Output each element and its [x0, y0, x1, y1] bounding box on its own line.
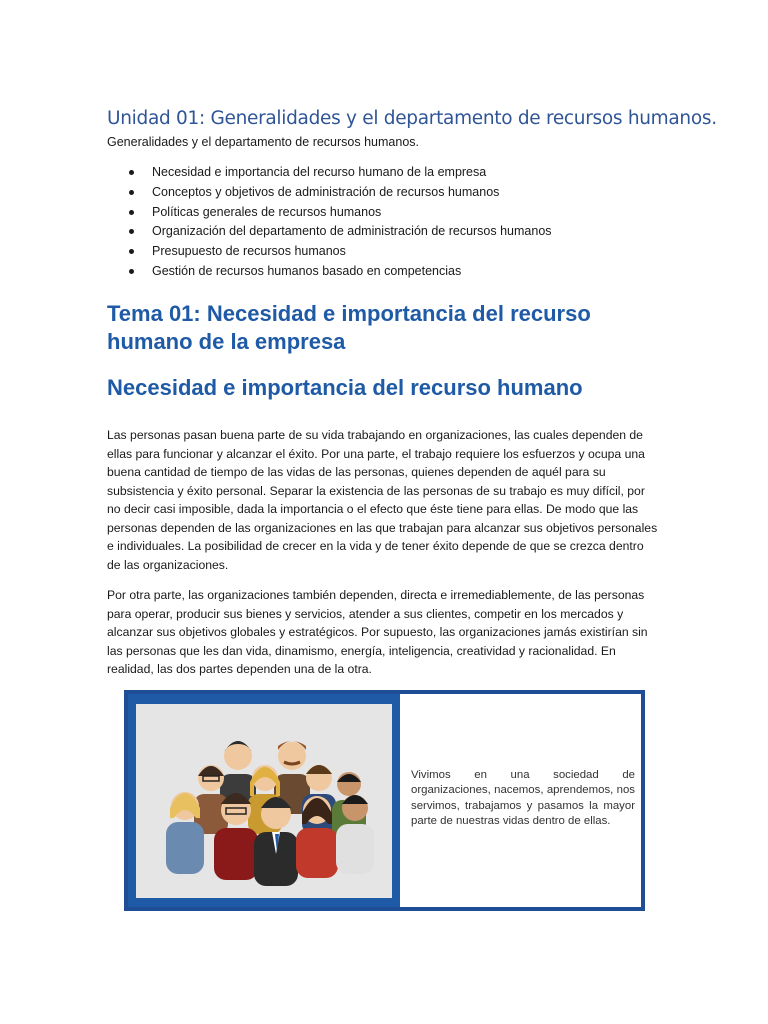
list-item: Gestión de recursos humanos basado en competencias [107, 262, 552, 282]
paragraph-2: Por otra parte, las organizaciones también dependen, directa e irremediablemente, de las personas para operar, producir sus bienes y servicios, atender a sus clientes, competir en los mercados y alcanzar sus objetivos globales y estratégicos. Por supuesto, las organizaciones jamás existirían sin las personas que les dan vida, dinamismo, energía, inteligencia, creatividad y racionalidad. En realidad, las dos partes dependen una de la otra. [107, 588, 648, 676]
unit-subtitle: Generalidades y el departamento de recursos humanos. [107, 135, 419, 149]
unit-title: Unidad 01: Generalidades y el departamento de recursos humanos. [107, 108, 717, 129]
figure-box [124, 690, 645, 911]
people-icon [136, 704, 392, 898]
list-item: Organización del departamento de administración de recursos humanos [107, 222, 552, 242]
list-item: Necesidad e importancia del recurso humano de la empresa [107, 163, 552, 183]
list-item: Conceptos y objetivos de administración de recursos humanos [107, 183, 552, 203]
figure-panel [128, 694, 400, 907]
topic-list [107, 163, 552, 282]
figure-caption: Vivimos en una sociedad de organizaciones, nacemos, aprendemos, nos servimos, trabajamos y pasamos la mayor parte de nuestras vidas dentro de ellas. [411, 769, 635, 828]
section-title: Necesidad e importancia del recurso humano [107, 375, 583, 400]
paragraph-1: Las personas pasan buena parte de su vida trabajando en organizaciones, las cuales dependen de ellas para funcionar y alcanzar el éxito. Por una parte, el trabajo requiere los esfuerzos y ocupa una buena cantidad de tiempo de las vidas de las personas, quienes dependen de aquél para su subsistencia y éxito personal. Separar la existencia de las personas de su trabajo es muy difícil, por no decir casi imposible, dada la importancia o el efecto que éste tiene para ellas. De modo que las personas dependen de las organizaciones en las que trabajan para alcanzar sus objetivos personales e individuales. La posibilidad de crecer en la vida y de tener éxito depende de que se crezca dentro de las organizaciones. [107, 428, 658, 572]
tema-title: Tema 01: Necesidad e importancia del recurso humano de la empresa [107, 301, 591, 354]
list-item: Presupuesto de recursos humanos [107, 242, 552, 262]
list-item: Políticas generales de recursos humanos [107, 203, 552, 223]
group-of-people-illustration [136, 704, 392, 898]
